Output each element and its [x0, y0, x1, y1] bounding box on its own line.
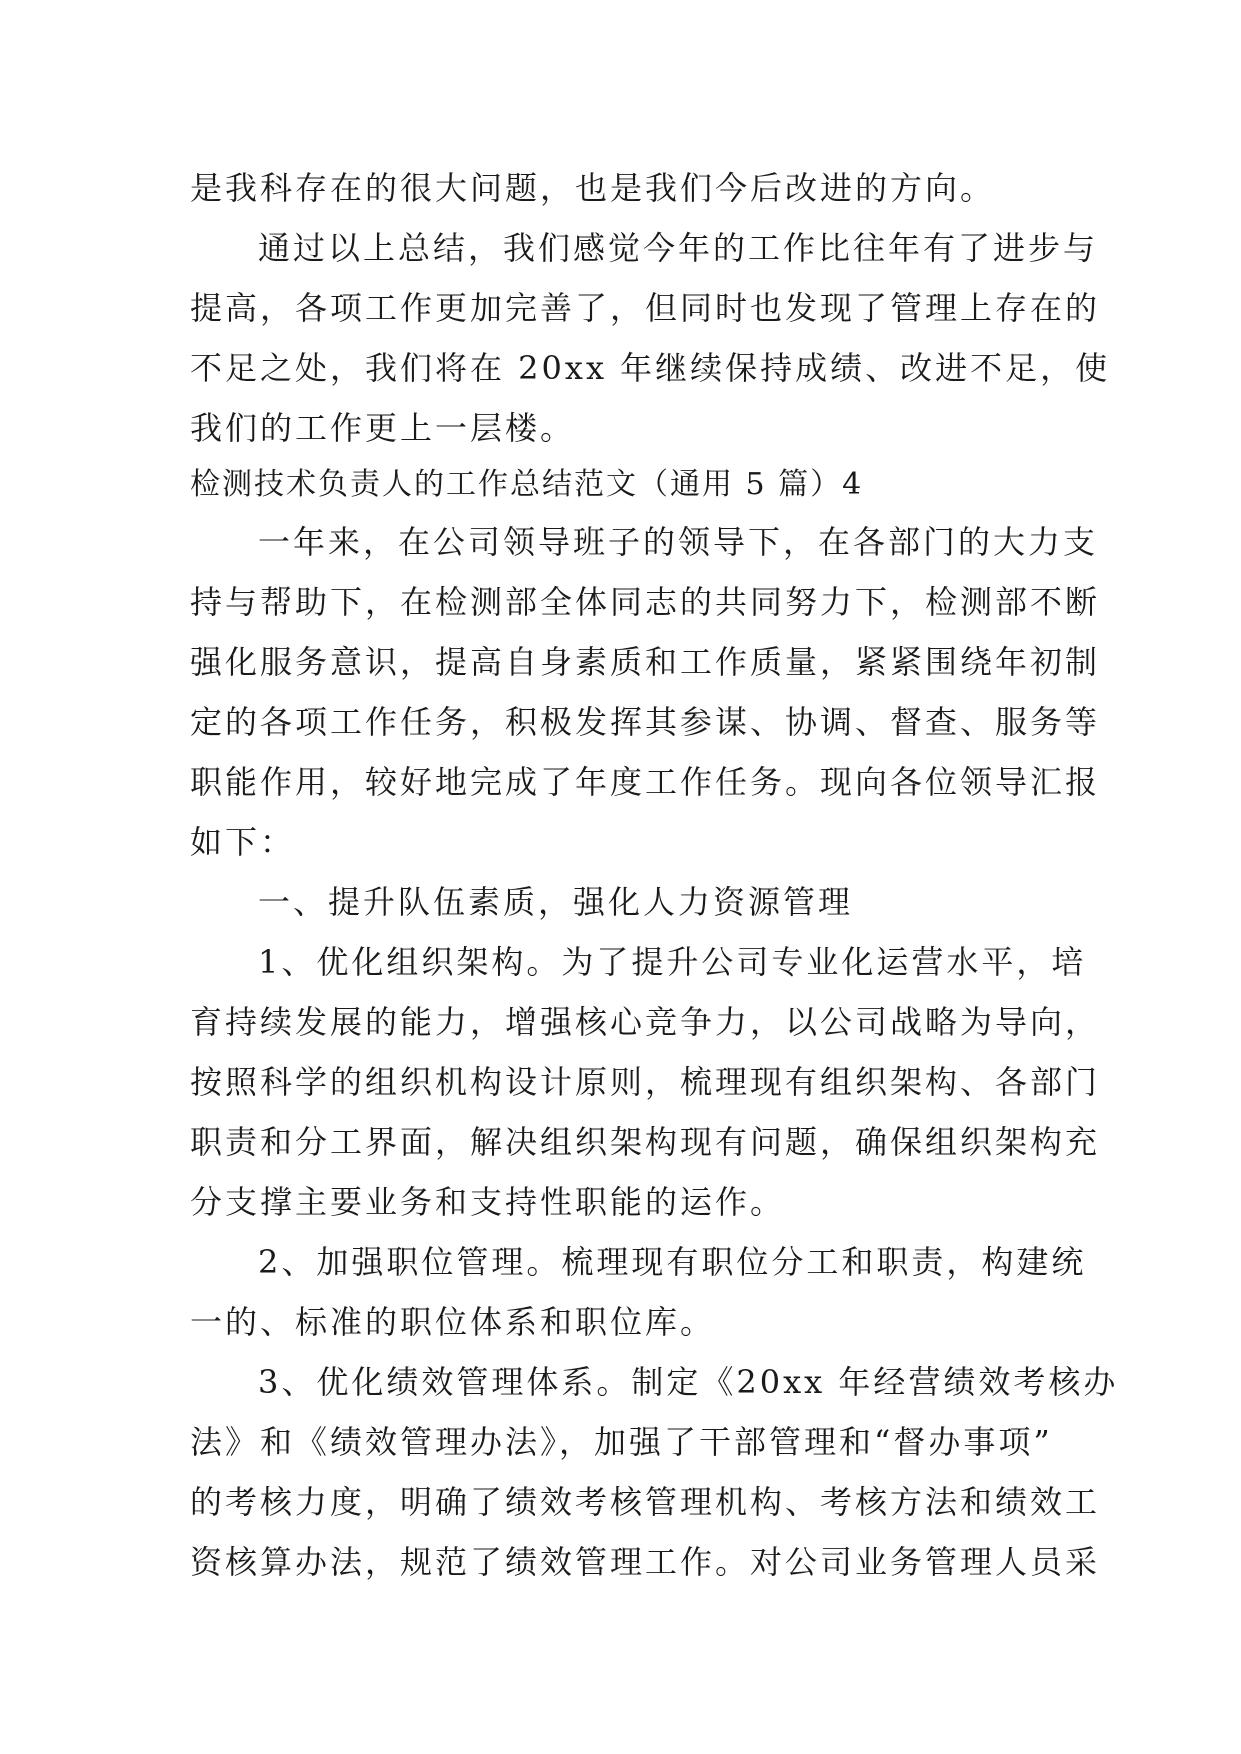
text-line: 的考核力度，明确了绩效考核管理机构、考核方法和绩效工 — [190, 1483, 1101, 1521]
text-line: 不足之处，我们将在 20xx 年继续保持成绩、改进不足，使 — [190, 349, 1111, 387]
text-line: 持与帮助下，在检测部全体同志的共同努力下，检测部不断 — [190, 583, 1101, 621]
text-line: 是我科存在的很大问题，也是我们今后改进的方向。 — [190, 169, 996, 207]
text-line: 提高，各项工作更加完善了，但同时也发现了管理上存在的 — [190, 289, 1101, 327]
text-line: 分支撑主要业务和支持性职能的运作。 — [190, 1183, 786, 1221]
text-line: 3、优化绩效管理体系。制定《20xx 年经营绩效考核办 — [258, 1363, 1119, 1401]
text-line: 定的各项工作任务，积极发挥其参谋、协调、督查、服务等 — [190, 703, 1101, 741]
text-line: 1、优化组织架构。为了提升公司专业化运营水平，培 — [258, 943, 1087, 981]
section-title: 检测技术负责人的工作总结范文（通用 5 篇）4 — [190, 467, 864, 502]
document-body — [190, 158, 1119, 1592]
text-line: 通过以上总结，我们感觉今年的工作比往年有了进步与 — [258, 229, 1099, 267]
text-line: 如下： — [190, 823, 296, 861]
text-line: 育持续发展的能力，增强核心竞争力，以公司战略为导向， — [190, 1003, 1101, 1041]
text-line: 一年来，在公司领导班子的领导下，在各部门的大力支 — [258, 523, 1099, 561]
text-line: 一的、标准的职位体系和职位库。 — [190, 1303, 716, 1341]
text-line: 强化服务意识，提高自身素质和工作质量，紧紧围绕年初制 — [190, 643, 1101, 681]
text-line: 资核算办法，规范了绩效管理工作。对公司业务管理人员采 — [190, 1543, 1101, 1581]
text-line: 我们的工作更上一层楼。 — [190, 409, 576, 447]
subheading: 一、提升队伍素质，强化人力资源管理 — [258, 883, 854, 921]
text-line: 2、加强职位管理。梳理现有职位分工和职责，构建统 — [258, 1243, 1087, 1281]
text-line: 职能作用，较好地完成了年度工作任务。现向各位领导汇报 — [190, 763, 1101, 801]
text-line: 职责和分工界面，解决组织架构现有问题，确保组织架构充 — [190, 1123, 1101, 1161]
text-line: 法》和《绩效管理办法》，加强了干部管理和“督办事项” — [190, 1423, 1053, 1461]
text-line: 按照科学的组织机构设计原则，梳理现有组织架构、各部门 — [190, 1063, 1101, 1101]
